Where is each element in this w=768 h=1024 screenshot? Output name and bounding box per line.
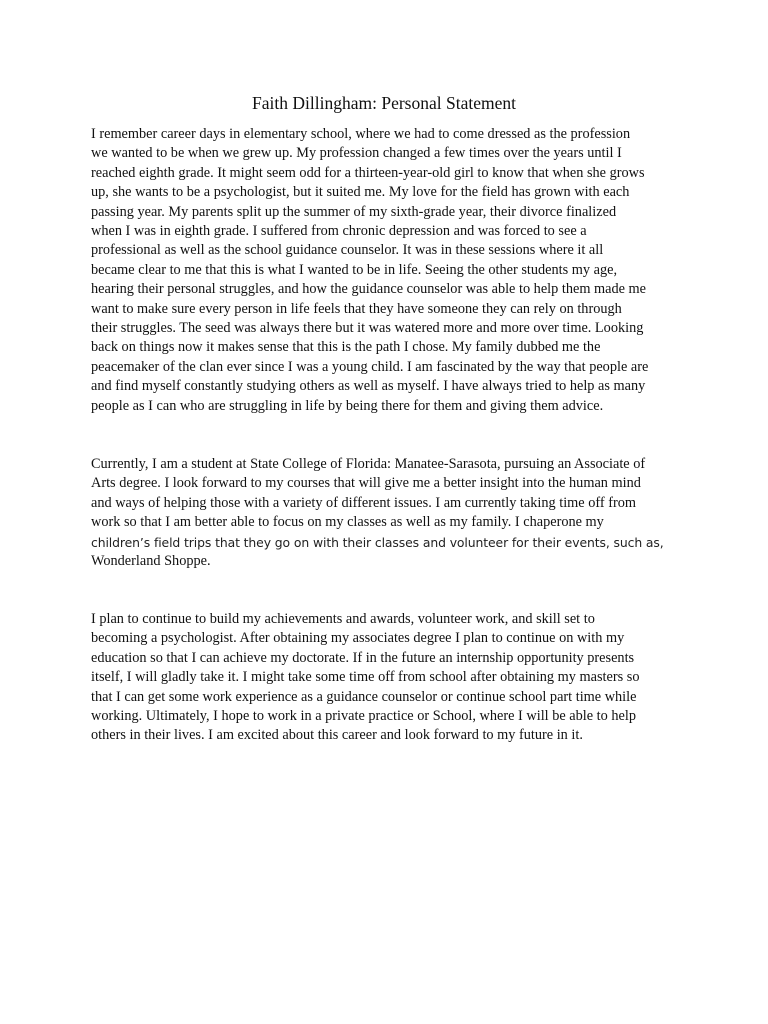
paragraph-line: became clear to me that this is what I wanted to be in life. Seeing the other students my age,	[91, 261, 618, 278]
paragraph-line: children’s field trips that they go on with their classes and volunteer for their events, such as,	[91, 534, 664, 550]
paragraph-line: that I can get some work experience as a guidance counselor or continue school part time while	[91, 688, 637, 705]
paragraph-line: we wanted to be when we grew up. My profession changed a few times over the years until I	[91, 145, 622, 162]
paragraph-line: others in their lives. I am excited about this career and look forward to my future in it.	[91, 727, 583, 744]
paragraph-line: itself, I will gladly take it. I might take some time off from school after obtaining my masters so	[91, 669, 640, 686]
paragraph-future-plans	[91, 610, 681, 746]
paragraph-line: reached eighth grade. It might seem odd for a thirteen-year-old girl to know that when she grows	[91, 164, 645, 181]
paragraph-line: and ways of helping those with a variety of different issues. I am currently taking time off from	[91, 494, 636, 511]
paragraph-line: becoming a psychologist. After obtaining my associates degree I plan to continue on with my	[91, 630, 625, 647]
paragraph-line: working. Ultimately, I hope to work in a private practice or School, where I will be able to help	[91, 708, 636, 725]
paragraph-line: want to make sure every person in life feels that they have someone they can rely on through	[91, 300, 622, 317]
paragraph-line: their struggles. The seed was always there but it was watered more and more over time. Looking	[91, 320, 644, 337]
paragraph-line: I remember career days in elementary school, where we had to come dressed as the profession	[91, 126, 631, 142]
paragraph-current-studies	[91, 455, 681, 571]
paragraph-line: when I was in eighth grade. I suffered from chronic depression and was forced to see a	[91, 223, 587, 240]
paragraph-line: up, she wants to be a psychologist, but it suited me. My love for the field has grown with each	[91, 184, 630, 201]
paragraph-line: work so that I am better able to focus on my classes as well as my family. I chaperone my	[91, 514, 604, 531]
paragraph-line: Wonderland Shoppe.	[91, 553, 211, 570]
paragraph-line: professional as well as the school guidance counselor. It was in these sessions where it all	[91, 242, 604, 259]
paragraph-line: I plan to continue to build my achievements and awards, volunteer work, and skill set to	[91, 611, 595, 627]
paragraph-line: people as I can who are struggling in life by being there for them and giving them advice.	[91, 397, 604, 414]
paragraph-career-origin	[91, 125, 681, 416]
paragraph-line: and find myself constantly studying others as well as myself. I have always tried to help as many	[91, 378, 646, 395]
paragraph-line: peacemaker of the clan ever since I was a young child. I am fascinated by the way that people are	[91, 358, 649, 375]
paragraph-line: education so that I can achieve my doctorate. If in the future an internship opportunity presents	[91, 649, 635, 666]
paragraph-line: Arts degree. I look forward to my courses that will give me a better insight into the human mind	[91, 475, 641, 492]
document-title: Faith Dillingham: Personal Statement	[252, 93, 516, 113]
paragraph-line: Currently, I am a student at State College of Florida: Manatee-Sarasota, pursuing an Associate of	[91, 456, 646, 472]
paragraph-line: back on things now it makes sense that this is the path I chose. My family dubbed me the	[91, 339, 601, 356]
paragraph-line: passing year. My parents split up the summer of my sixth-grade year, their divorce finalized	[91, 203, 617, 220]
paragraph-line: hearing their personal struggles, and how the guidance counselor was able to help them made me	[91, 281, 647, 298]
